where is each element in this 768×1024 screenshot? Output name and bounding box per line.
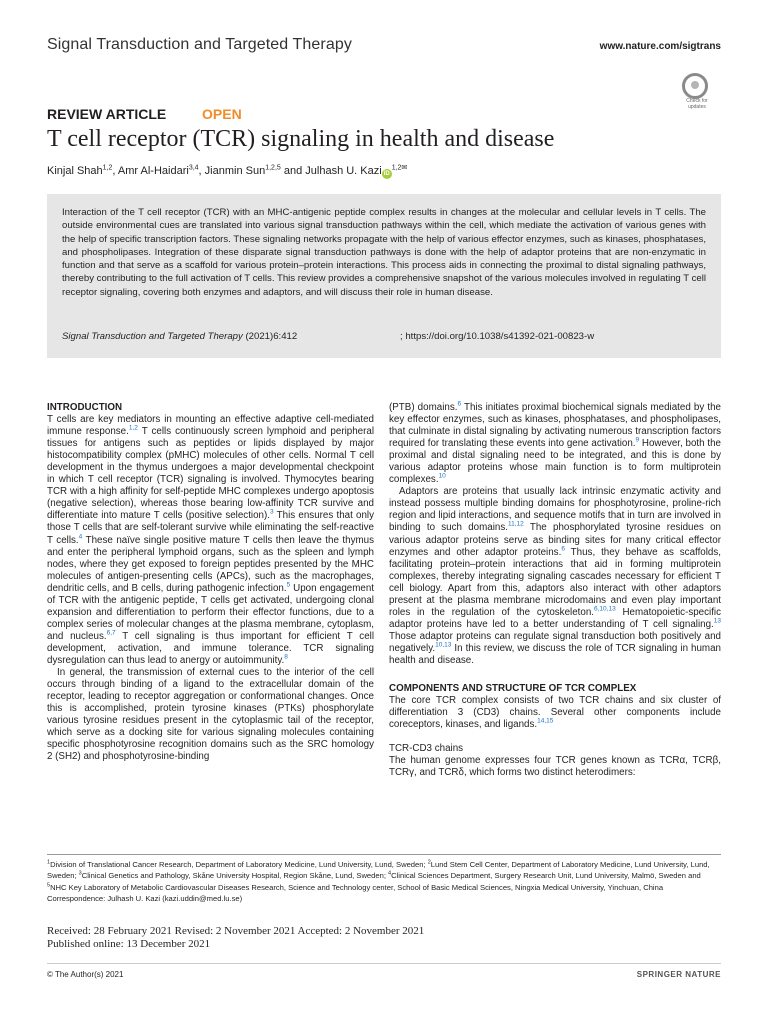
author-affiliation-ref: 1,2✉ (391, 164, 408, 171)
orcid-icon[interactable]: iD (383, 170, 390, 177)
affiliation-list: $^1$Division of Translational Cancer Research, Department of Laboratory Medicine, Lund University, Lund, Sweden; $^2$Lund Stem Cell Center, Department of Laboratory Medicine, Lund University, Lund, Sweden; $^3$Clinical Genetics and Pathology, Skåne University Hospital, Region Skåne, Lund, Sweden; $^4$Clinical Sciences Department, Surgery Research Unit, Lund University, Malmö, Sweden and $^5$NHC Key Laboratory of Metabolic Cardiovascular Diseases Research, Science and Technology center, School of Basic Medical Sciences, Ningxia Medical University, Yinchuan, China (47, 859, 710, 892)
author-affiliation-ref: 1,2 (102, 164, 113, 171)
citation-ref[interactable]: 1 (47, 859, 51, 866)
citation-ref[interactable]: 6,7 (106, 629, 116, 637)
subsection-heading-tcr-cd3: TCR-CD3 chains (389, 743, 464, 755)
citation-journal: Signal Transduction and Targeted Therapy (62, 331, 243, 342)
copyright: © The Author(s) 2021 (47, 970, 124, 979)
author-list: Kinjal Shah$^{1,2}$, Amr Al-Haidari$^{3,4}$, Jianmin Sun$^{1,2,5}$ and Julhash U. Kazi $iD^{1,2✉}$ (47, 164, 408, 177)
body-column-right (389, 402, 721, 779)
journal-name: Signal Transduction and Targeted Therapy (47, 36, 352, 53)
author-name[interactable]: Julhash U. Kazi (305, 164, 382, 177)
paragraph: The human genome expresses four TCR genes known as TCRα, TCRβ, TCRγ, and TCRδ, which forms two distinct heterodimers: (389, 755, 721, 779)
correspondence: Correspondence: Julhash U. Kazi (kazi.uddin@med.lu.se) (47, 893, 243, 903)
citation-ref[interactable]: 1,2 (128, 424, 138, 432)
author-name[interactable]: Jianmin Sun (204, 164, 266, 177)
citation-ref[interactable]: 8 (284, 653, 288, 661)
citation-ref[interactable]: 3 (270, 509, 274, 517)
received-dates: Received: 28 February 2021 Revised: 2 November 2021 Accepted: 2 November 2021 (47, 925, 425, 937)
citation-ref[interactable]: 4 (388, 870, 392, 877)
citation-ref[interactable]: 2 (427, 859, 431, 866)
footer-divider (47, 963, 721, 964)
citation (62, 331, 297, 342)
paragraph: (PTB) domains.$^6$ This initiates proximal biochemical signals mediated by the key effector enzymes, such as kinases, phosphatases, and phospholipases, that culminate in distal signaling by activating numerous transcription factors required for translating these events into gene activation.$^9$ However, both the proximal and distal signaling need to be integrated, and this is done by various adaptor proteins whose main function is to form multiprotein complexes.$^{10}$ (389, 400, 721, 486)
citation-ref[interactable]: 10 (438, 473, 446, 481)
section-heading-introduction: INTRODUCTION (47, 402, 123, 413)
body-column-left (47, 402, 374, 763)
open-access-label: OPEN (202, 106, 242, 122)
citation-ref[interactable]: 4 (78, 533, 83, 541)
citation-ref[interactable]: 6,10,13 (594, 605, 616, 613)
citation-ref[interactable]: 6 (561, 545, 565, 553)
author-affiliation-ref: 1,2,5 (265, 164, 281, 171)
paragraph: In general, the transmission of external cues to the interior of the cell occurs through binding of a ligand to the extracellular domain of the receptor, leading to receptor aggregation or conformational changes. Once this is accomplished, protein tyrosine kinases (PTKs) phosphorylate various tyrosine residues present in the cytoplasmic tail of the receptor, which serve as a docking site for various signaling molecules containing specific phosphotyrosine recognition domains such as the SRC homology 2 (SH2) and phosphotyrosine-binding (47, 667, 374, 763)
citation-ref[interactable]: 5 (47, 882, 51, 889)
paragraph: T cells are key mediators in mounting an effective adaptive cell-mediated immune response.$^{1,2}$ T cells continuously screen lymphoid and peripheral tissues for antigens such as peptides or lipids displayed by major histocompatibility complex (pMHC) molecules of other cells. Normal T cell development in the thymus undergoes a major developmental checkpoint in which T cell receptor (TCR) signaling is involved. Thymocytes bearing TCR with a high affinity for self-peptide MHC complexes undergo apoptosis (negative selection), whereas those bearing low-affinity TCR survive and differentiate into mature T cells (positive selection).$^3$ This ensures that only those T cells that are self-tolerant survive while eliminating the self-reactive T cells.$^4$ These naïve single positive mature T cells then leave the thymus and enter the peripheral lymphoid organs, such as the spleen and lymph nodes, where they get exposed to foreign peptides presented by the MHC molecules of antigen-presenting cells (APCs), such as the macrophages, dendritic cells, and B cells, during pathogenic infection.$^5$ Upon engagement of TCR with the antigenic peptide, T cells get activated, undergoing clonal expansion and differentiation to perform their effector functions, due to a complex series of molecular changes at the plasma membrane, cytoplasm, and nucleus.$^{6,7}$ T cell signaling is thus important for efficient T cell development, activation, and immune tolerance. TCR signaling dysregulation can thus lead to anergy or autoimmunity.$^8$ (47, 414, 375, 666)
citation-ref[interactable]: 3 (78, 870, 82, 877)
citation-ref[interactable]: 9 (635, 436, 640, 444)
crossmark-icon (682, 73, 708, 99)
author-name[interactable]: Amr Al-Haidari (117, 164, 189, 177)
published-date: Published online: 13 December 2021 (47, 937, 211, 950)
abstract-box (47, 194, 721, 358)
citation-ref[interactable]: 10,13 (435, 641, 452, 649)
doi-link[interactable]: ; https://doi.org/10.1038/s41392-021-00823-w (400, 331, 595, 342)
article-type: REVIEW ARTICLE (47, 106, 167, 122)
author-affiliation-ref: 3,4 (188, 164, 199, 171)
crossmark-badge[interactable] (678, 71, 716, 109)
citation-ref[interactable]: 14,15 (537, 717, 554, 725)
citation-ref[interactable]: 13 (713, 617, 721, 625)
citation-volume: (2021)6:412 (242, 331, 298, 342)
section-heading-components: COMPONENTS AND STRUCTURE OF TCR COMPLEX (389, 683, 637, 695)
citation-ref[interactable]: 11,12 (507, 521, 524, 529)
publisher-logo: SPRINGER NATURE (636, 970, 721, 979)
citation-ref[interactable]: 6 (457, 400, 462, 408)
author-name[interactable]: Kinjal Shah (47, 164, 103, 177)
journal-url-link[interactable]: www.nature.com/sigtrans (599, 41, 721, 52)
article-dates (47, 925, 424, 951)
citation-ref[interactable]: 5 (286, 581, 291, 589)
paragraph: Adaptors are proteins that usually lack intrinsic enzymatic activity and instead possess multiple binding domains for phosphotyrosine, proline-rich region and lipid interactions, and sequence motifs that in turn are involved in binding to such domains.$^{11,12}$ The phosphorylated tyrosine residues on various adaptor proteins serve as binding sites for many critical effector enzymes and other adaptor proteins.$^6$ Thus, they behave as scaffolds, facilitating protein–protein interactions that aid in forming multiprotein complexes, thereby integrating signaling cascades necessary for efficient T cell biology. Apart from this, adaptors also interact with other adaptors present at the plasma membrane microdomains and even play important roles in the regulation of the cytoskeleton.$^{6,10,13}$ Hematopoietic-specific adaptor proteins have led to a better understanding of T cell signaling.$^{13}$ Those adaptor proteins can regulate signal transduction both positively and negatively.$^{10,13}$ In this review, we discuss the role of TCR signaling in human health and disease. (389, 486, 721, 666)
crossmark-label: Check for updates (686, 98, 708, 110)
abstract-text: Interaction of the T cell receptor (TCR) with an MHC-antigenic peptide complex results in changes at the molecular and cellular levels in T cells. The outside environmental cues are translated into various signal transduction pathways within the cell, which mediate the activation of various genes with the help of specific transcription factors. These signaling networks propagate with the help of various effector enzymes, such as kinases, phosphatases, and phospholipases. Integration of these disparate signal transduction pathways is done with the help of adaptor proteins that are non-enzymatic in function and that serve as a scaffold for various protein–protein interactions. This process aids in connecting the proximal to distal signaling pathways, thereby contributing to the full activation of T cells. This review provides a comprehensive snapshot of the various molecules involved in regulating T cell receptor signaling, covering both enzymes and adaptors, and will discuss their role in human disease. (62, 207, 706, 298)
affiliation-divider (47, 854, 721, 855)
article-title: T cell receptor (TCR) signaling in health and disease (47, 126, 555, 152)
affiliations (47, 859, 721, 904)
paragraph: The core TCR complex consists of two TCR chains and six cluster of differentiation 3 (CD3) chains. Several other components include coreceptors, kinases, and ligands.$^{14,15}$ (389, 695, 721, 731)
